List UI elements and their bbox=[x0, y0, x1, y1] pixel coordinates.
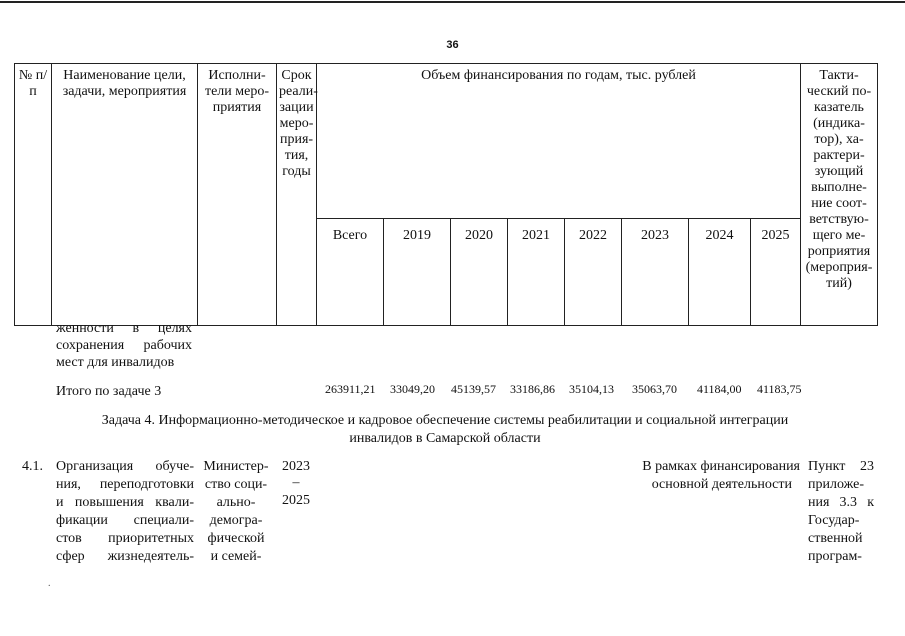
total-value: 33186,86 bbox=[510, 382, 555, 396]
total-value: 35063,70 bbox=[632, 382, 677, 396]
row-name-line: ния, переподготовки bbox=[56, 477, 194, 492]
row-exec-line: демогра- bbox=[209, 513, 263, 528]
header-indicator: Такти-ческий по-казатель (индика-тор), ха-рактери-зующий выполне-ние соот-ветствую-щего ме-роприятия (мероприя-тий) bbox=[801, 64, 878, 326]
total-value: 33049,20 bbox=[390, 382, 435, 396]
row-name-line: сфер жизнедеятель- bbox=[56, 549, 194, 564]
continuation-line: сохранения рабочих bbox=[56, 338, 192, 353]
header-name: Наименование цели, задачи, мероприятия bbox=[52, 64, 198, 326]
header-num: № п/п bbox=[15, 64, 52, 326]
header-year: 2021 bbox=[508, 219, 565, 326]
row-name-line: и повышения квали- bbox=[56, 495, 194, 510]
row-indicator-line: ния 3.3 к bbox=[808, 495, 874, 510]
total-value: 35104,13 bbox=[569, 382, 614, 396]
header-total: Всего bbox=[317, 219, 384, 326]
row-exec-line: фической bbox=[207, 531, 265, 546]
header-executors: Исполни-тели меро-приятия bbox=[198, 64, 277, 326]
header-year: 2024 bbox=[689, 219, 751, 326]
total-label: Итого по задаче 3 bbox=[56, 384, 162, 399]
task-heading: инвалидов в Самарской области bbox=[349, 431, 541, 446]
row-indicator-line: Государ- bbox=[808, 513, 860, 528]
row-indicator-line: приложе- bbox=[808, 477, 864, 492]
row-name-line: фикации специали- bbox=[56, 513, 194, 528]
row-indicator-line: Пункт 23 bbox=[808, 459, 874, 474]
header-year: 2022 bbox=[565, 219, 622, 326]
row-name-line: Организация обуче- bbox=[56, 459, 194, 474]
row-number: 4.1. bbox=[22, 459, 43, 474]
header-year: 2019 bbox=[384, 219, 451, 326]
row-exec-line: ально- bbox=[216, 495, 256, 510]
task-heading: Задача 4. Информационно-методическое и кадровое обеспечение системы реабилитации и социальной интеграции bbox=[101, 413, 789, 428]
total-value: 41184,00 bbox=[697, 382, 742, 396]
row-indicator-line: програм- bbox=[808, 549, 862, 564]
page-number: 36 bbox=[446, 39, 459, 51]
total-value: 41183,75 bbox=[757, 382, 802, 396]
row-term-line: – bbox=[292, 475, 300, 490]
row-term-line: 2023 bbox=[282, 459, 310, 474]
header-financing: Объем финансирования по годам, тыс. рублей bbox=[317, 64, 801, 219]
header-year: 2025 bbox=[751, 219, 801, 326]
row-term-line: 2025 bbox=[282, 493, 310, 508]
row-financing-line: основной деятельности bbox=[651, 477, 792, 492]
scan-speck: . bbox=[48, 578, 51, 589]
table-header bbox=[14, 63, 878, 326]
header-year: 2023 bbox=[622, 219, 689, 326]
continuation-line: мест для инвалидов bbox=[56, 355, 175, 370]
total-value: 263911,21 bbox=[325, 382, 376, 396]
continuation-line: женности в целях bbox=[56, 321, 192, 336]
total-value: 45139,57 bbox=[451, 382, 496, 396]
row-financing-line: В рамках финансирования bbox=[642, 459, 800, 474]
row-exec-line: Министер- bbox=[203, 459, 269, 474]
header-term: Срок реали-зации меро-прия-тия, годы bbox=[277, 64, 317, 326]
row-exec-line: и семей- bbox=[210, 549, 262, 564]
row-exec-line: ство соци- bbox=[204, 477, 268, 492]
row-name-line: стов приоритетных bbox=[56, 531, 194, 546]
header-year: 2020 bbox=[451, 219, 508, 326]
row-indicator-line: ственной bbox=[808, 531, 863, 546]
top-border-line bbox=[0, 1, 905, 3]
